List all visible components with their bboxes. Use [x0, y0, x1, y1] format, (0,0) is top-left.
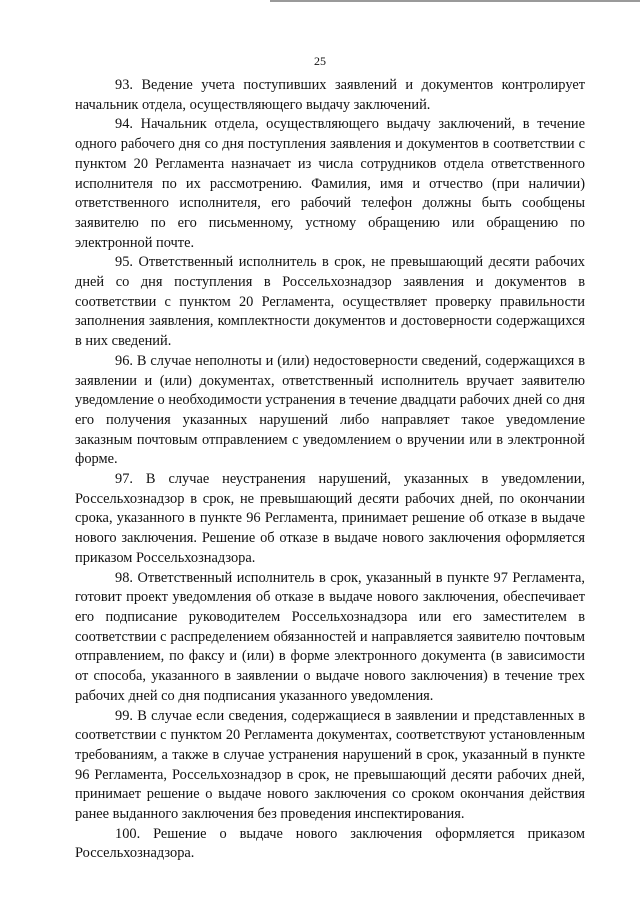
paragraph-99: 99. В случае если сведения, содержащиеся в заявлении и представленных в соответствии с пунктом 20 Регламента документах, соответствуют установленным требованиям, а также в случае устранения нарушений в срок, указанный в пункте 96 Регламента, Россельхознадзор в срок, не превышающий десяти рабочих дней, принимает решение о выдаче нового заключения со сроком окончания действия ранее выданного заключения без проведения инспектирования.: [75, 707, 585, 823]
paragraph-94: 94. Начальник отдела, осуществляющего выдачу заключений, в течение одного рабочего дня со дня поступления заявления и документов в соответствии с пунктом 20 Регламента назначает из числа сотрудников отдела ответственного исполнителя по их рассмотрению. Фамилия, имя и отчество (при наличии) ответственного исполнителя, его рабочий телефон должны быть сообщены заявителю по его письменному, устному обращению или обращению по электронной почте.: [75, 116, 585, 251]
paragraph-96: 96. В случае неполноты и (или) недостоверности сведений, содержащихся в заявлении и (или) документах, ответственный исполнитель вручает заявителю уведомление о необходимости устранения в течение двадцати рабочих дней со дня его получения указанных нарушений либо направляет такое уведомление заказным почтовым отправлением с уведомлением о вручении или в электронной форме.: [75, 352, 585, 468]
paragraph-93: 93. Ведение учета поступивших заявлений и документов контролирует начальник отдела, осуществляющего выдачу заключений.: [75, 77, 585, 113]
paragraph-97: 97. В случае неустранения нарушений, указанных в уведомлении, Россельхознадзор в срок, не превышающий десяти рабочих дней, по окончании срока, указанного в пункте 96 Регламента, принимает решение об отказе в выдаче нового заключения. Решение об отказе в выдаче нового заключения оформляется приказом Россельхознадзора.: [75, 471, 585, 566]
paragraph-100: 100. Решение о выдаче нового заключения оформляется приказом Россельхознадзора.: [75, 825, 585, 862]
top-border-line: [270, 0, 640, 2]
paragraph-98: 98. Ответственный исполнитель в срок, указанный в пункте 97 Регламента, готовит проект уведомления об отказе в выдаче нового заключения, обеспечивает его подписание руководителем Россельхознадзора или его заместителем в соответствии с распределением обязанностей и направляется заявителю почтовым отправлением, по факсу и (или) в форме электронного документа (в зависимости от способа, указанного в заявлении о выдаче нового заключения) в течение трех рабочих дней со дня подписания указанного уведомления.: [75, 569, 585, 704]
paragraph-95: 95. Ответственный исполнитель в срок, не превышающий десяти рабочих дней со дня поступления в Россельхознадзор заявления и документов в соответствии с пунктом 20 Регламента, осуществляет проверку правильности заполнения заявления, комплектности документов и достоверности содержащихся в них сведений.: [75, 254, 585, 350]
document-body: [75, 76, 585, 864]
page-number: 25: [314, 54, 326, 68]
